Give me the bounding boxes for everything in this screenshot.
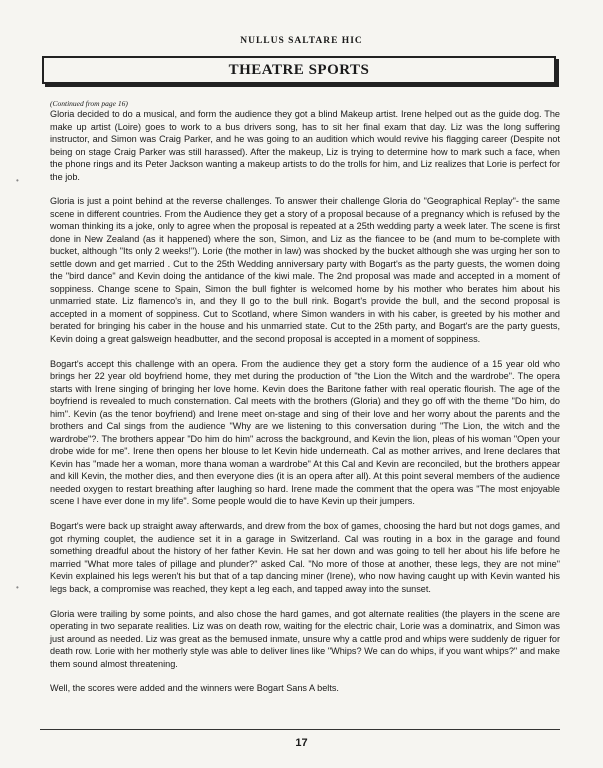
article-body [50,108,560,707]
footer-rule [40,729,560,730]
paragraph: Bogart's accept this challenge with an opera. From the audience they get a story form the audience of a 15 year old who brings her 22 year old boyfriend home, they met during the production of "the Lion the Witch and the wardrobe". The opera starts with Irene singing of bringing her love home. Kevin does the Baritone father with real operatic flourish. The age of the boyfriend is revealed to much consternation. Cal meets with the brothers (Gloria) and they go off with the theme "Do him, do him". Kevin (as the tenor boyfriend) and Irene meet on-stage and sing of their love and her worry about the parents and the brothers and Cal sings from the audience "Why are we listening to this conversation during "The Lion, the witch and the wardrobe"?. The brothers appear "Do him do him" across the background, and Kevin the lion, pleas of his woman "Open your drobe wide for me". Irene then opens her blouse to let Kevin hide underneath. Cal as mother arrives, and Irene declares that Kevin has "made her a woman, more thana woman a wardrobe" At this Cal and Kevin are reconciled, but the brothers appear and kill Kevin, the mother dies, and then everyone dies (it is an opera after all). At this point several members of the audience needed oxygen to restart breathing after laughing so hard. Irene made the comment that the opera was "The most enjoyable scene I have ever done in my life". Some people would die to have Kevin up their jumpers. [50,358,560,507]
paragraph: Gloria were trailing by some points, and also chose the hard games, and got alternate realities (the players in the scene are operating in two separate realities. Liz was on death row, waiting for the electric chair, Lorie was a dominatrix, and Simon was just around as needed. Liz was great as the bemused inmate, unsure why a cattle prod and whips were suddenly de riguer for death row. Lorie with her motherly style was able to deliver lines like "Whips? We can do whips, if you want whips?" and make them sound almost threatening. [50,608,560,669]
paragraph: Bogart's were back up straight away afterwards, and drew from the box of games, choosing the hard but not dogs games, and got rhyming couplet, the audience set it in a garage in Switzerland. Cal was routing in a box in the garage and found something dreadful about the history of her father Kevin. He sat her down and was going to tell her about his life before he married "What more tales of pillage and plunder?" asked Cal. "No more of those at another, these legs, they are not mine" Kevin explained his legs weren't his but that of a tap dancing miner (Irene), who now having caught up with Kevin wanted his legs back, a compromise was reached, they kept a leg each, and tapped away into the sunset. [50,521,560,594]
page-number: 17 [295,737,308,749]
continued-note: (Continued from page 16) [50,99,128,108]
binding-hole-mark: • [16,176,19,185]
section-title: THEATRE SPORTS [228,61,370,78]
paragraph: Well, the scores were added and the winners were Bogart Sans A belts. [50,683,339,694]
section-title-box [42,56,556,84]
paragraph: Gloria is just a point behind at the reverse challenges. To answer their challenge Gloria do "Geographical Replay"- the same scene in different countries. From the Audience they get a story of a proposal because of a pregnancy which is refused by the woman thinking its a joke, only to agree when the proposal is repeated at a 25th wedding party a week later. The scene is first done in New Zealand (as it happened) where the son, Simon, and Liz as the fiancee to be (and mum to be-complete with bucket, although "Its only 2 weeks!"). Lorie (the mother in law) was shocked by the bucket although she was urging her son to settle down and get married . Cut to the 25th Wedding anniversary party with Bogart's as the party guests, the women doing the "bird dance" and Kevin doing the antidance of the kiwi male. The 2nd proposal was made and accepted in a moment of soppiness. Change scene to Spain, Simon the bull fighter is welcomed home by his mother who berates him about his unmarried state. Liz flamenco's in, and they ll go to the bull rink. Bogart's provide the bull, and the second proposal is accepted in a moment of soppiness. Cut to Scotland, where Simon wanders in with his caber, is greeted by his mother and berated for bringing his caber in the house and his unmarried state. Cut to the 25th party, and Bogart's are the party guests, Kevin doing a great galsweign headbutter, and the second proposal is accepted in a moment of soppiness. [50,196,560,344]
paragraph: Gloria decided to do a musical, and form the audience they got a blind Makeup artist. Irene helped out as the guide dog. The make up artist (Loire) goes to work to a bus drivers song, has to sit her final exam that day. Liz was the long suffering instructor, and Simon was Craig Parker, and he was going to an audition which would revive his flagging career (Despite not being on stage Craig Parker was still harassed). After the makeup, Liz is trying to determine how to mark such a face, when the phone rings and its Peter Jackson wanting a makeup artists to do the trolls for him, and Liz realizes that Lorie is perfect for the job. [50,109,560,182]
running-header: NULLUS SALTARE HIC [240,36,363,46]
binding-hole-mark: • [16,583,19,592]
